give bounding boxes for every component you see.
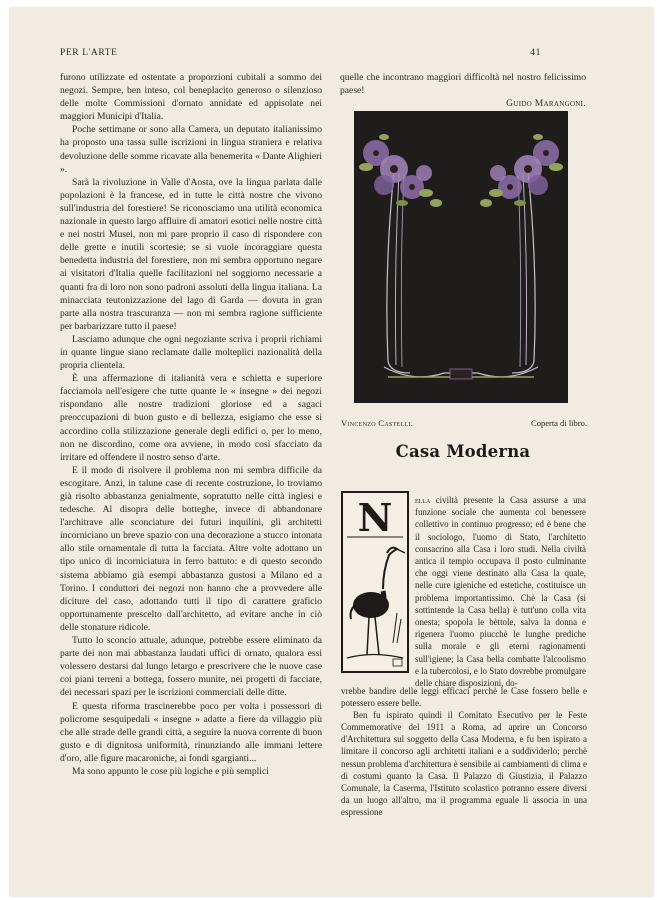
paragraph: Ma sono appunto le cose più logiche e più semplici [72, 765, 269, 777]
paragraph: È una affermazione di italianità vera e schietta e superiore facciamola nell'esigere che tutte quante le « insegne » dei negozi rispondano alle nostre tradizioni gloriose ed a sagaci preoccupazioni di buon gusto e di bellezza, esigiamo che esse si accordino colla stilizzazione generale degli edifici o, per lo meno, non ne discordino, come ora avviene, in modo così sfacciato da irritare ed offendere il nostro senso d'arte. [60, 373, 322, 463]
paragraph: furono utilizzate ed ostentate a proporzioni cubitali a sommo dei negozi. Sempre, ben inteso, col beneplacito generoso o silenzioso delle molte Commissioni d'ornato annidate ed appisolate nei maggiori Municipi d'Italia. [60, 72, 322, 123]
running-head-title: PER L'ARTE [60, 48, 118, 58]
article-body [341, 685, 587, 818]
left-column [60, 71, 322, 811]
article-title: Casa Moderna [395, 442, 531, 461]
illustration-description: Coperta di libro. [531, 418, 587, 428]
paragraph: Poche settimane or sono alla Camera, un deputato italianissimo ha proposto una tassa sulle iscrizioni in lingua straniera e relativa devoluzione delle somme ricavate alla benemerita « Dante Alighieri ». [60, 124, 322, 175]
paragraph: E il modo di risolvere il problema non mi sembra difficile da escogitare. Anzi, in talune case di recente costruzione, lo troviamo già risolto abbastanza genialmente, sopratutto nelle città inglesi e tedesche. Al disopra delle botteghe, invece di abbandonare l'architrave alle sconciature dei futuri inquilini, gli architetti incorniciano un breve spazio con una decorazione a stucco intonata allo stile ornamentale di tutta la facciata. Altre volte adottano un tipo unico di incorniciatura in ferro battuto: e di questo secondo sistema abbiamo già esempi abbastanza gustosi a Milano ed a Torino. I conduttori dei negozi non hanno che a provvedere alle diciture del caso, adottando tutti il tipo di carattere graficio opportunamente prescelto dall'architetto, ad evitare anche in ciò delle stonature ridicole. [60, 464, 322, 633]
paragraph: Ben fu ispirato quindi il Comitato Esecutivo per le Feste Commemorative del 1911 a Roma, ad aprire un Concorso d'Architettura sul soggetto della Casa Moderna, e fu ben ispirato a limitare il concorso agli architetti italiani e a suddividerlo; perchè nessun problema d'architettura è sensibile ai cambiamenti di clima e di costumi quanto la Casa. Il Palazzo di Giustizia, il Palazzo Comunale, la Caserma, l'Istituto scolastico potranno essere diversi da un luogo all'altro, ma il programma eguale li associa in una espressione [341, 710, 587, 817]
page-number: 41 [530, 48, 541, 58]
opening-body: civiltà presente la Casa assurse a una funzione sociale che aumenta col benessere collettivo in continuo progresso; ed è bene che il sociologo, l'uomo di Stato, l'architetto consacrino alla Casa i loro studi. Nella civiltà antica il tempio occupava il posto culminante che oggi viene destinato alla Casa la quale, nelle cure igieniche ed estetiche, costituisce un problema importantissimo. Chè la Casa (si sottintende la Casa bella) è tutt'uno colla vita onesta; spopola le bèttole, salva la donna e rigenera l'uomo piucchè le lunghe prediche sulla morale e gli eterni ragionamenti sull'igiene; la Casa bella combatte l'alcoolismo e la tubercolosi, e lo Stato dovrebbe promulgare delle chiare disposizioni, do- [415, 495, 586, 689]
signature-line [340, 97, 586, 110]
paragraph: Sarà la rivoluzione in Valle d'Aosta, ove la lingua parlata dalle popolazioni è la francese, ed in tutte le città nostre che vivono sull'industria del forestiere! Se riconosciamo una utilità economica nazionale in questo largo affluire di amatori esotici nelle nostre città e nei nostri Musei, non mi pare proprio il caso di rispondere con delle grette e inutili scortesie; se si vuole incoraggiare questa benedetta industria del forestiere, non mi sembra opportuno negare ai visitatori d'Italia quelle facilitazioni nel soggiorno necessarie a quanti fra di loro non sono padroni assoluti della lingua italiana. La minacciata teutonizzazione del lago di Garda — dovuta in gran parte alla nostra trascuranza — non mi sembra ragione sufficiente per barbarizzare tutto il paese! [60, 176, 322, 332]
book-cover-illustration [354, 111, 568, 403]
article-opening-text [415, 494, 586, 689]
opening-smallcaps: ella [415, 495, 431, 505]
article-ending [340, 71, 586, 110]
author-signature: Guido Marangoni. [506, 98, 586, 110]
opening-paragraph [415, 494, 586, 689]
magazine-page [10, 8, 653, 896]
paragraph: Lasciamo adunque che ogni negoziante scriva i proprii richiami in quante lingue siano reclamate dalle molteplici nazionalità della propria clientela. [60, 333, 322, 372]
poppy-design-image [354, 111, 568, 403]
initial-letter: N [357, 495, 393, 540]
paragraph: vrebbe bandire delle leggi efficaci perchè le Case fossero belle e potessero essere belle. [341, 686, 587, 709]
paragraph: E questa riforma trascinerebbe poco per volta i possessori di policrome sesquipedali « insegne » adatte a fiere da villaggio più che alle strade delle grandi città, a seguire la nuova corrente di buon gusto e di dignitosa uniformità, rinunziando alle immani lettere d'oro, alle figure macaroniche, ai fondi sgargianti... [60, 700, 322, 764]
artist-name: Vincenzo Castelli. [341, 418, 414, 428]
decorated-initial [341, 491, 409, 673]
paragraph: Tutto lo sconcio attuale, adunque, potrebbe essere eliminato da parte dei non mai abbastanza laudati uffici di ornato, qualora essi volessero destarsi dal lungo letargo e prescrivere che le nuove case coi piani terreni a bottega, fossero munite, nei progetti di facciate, dei necessari spazi per le iscrizioni commerciali delle ditte. [60, 635, 322, 699]
heron-initial-image [343, 493, 407, 671]
continuation-text: quelle che incontrano maggiori difficoltà nel nostro felicissimo paese! [340, 72, 586, 97]
